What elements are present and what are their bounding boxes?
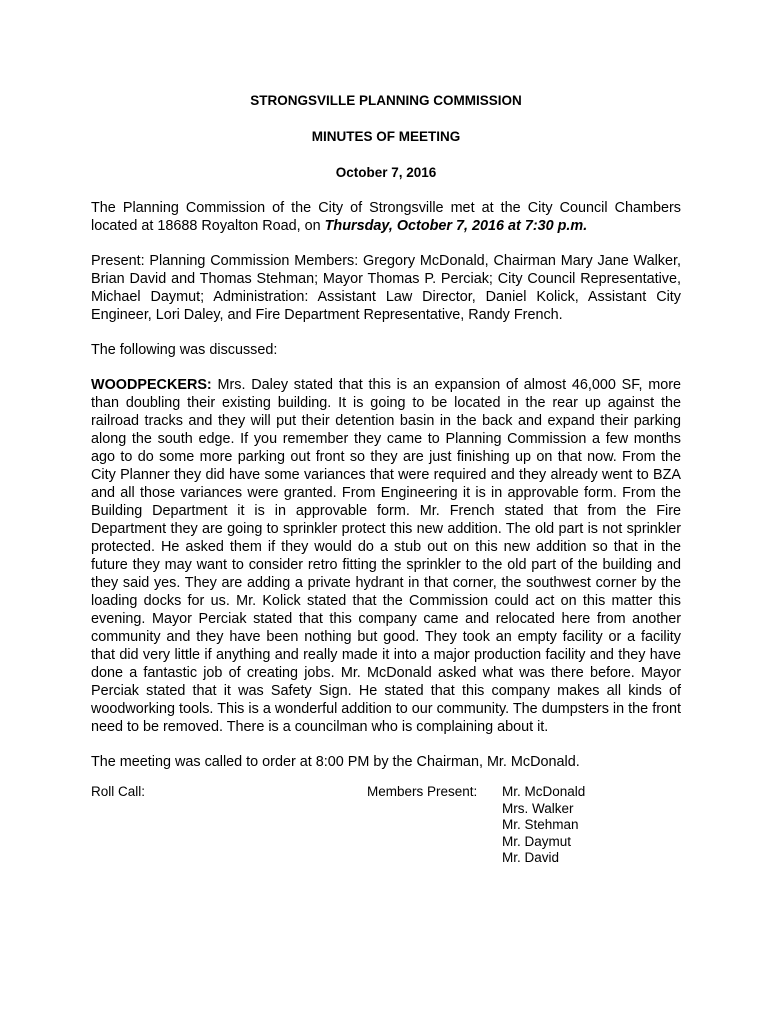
intro-paragraph (91, 199, 681, 235)
members-present-label: Members Present: (367, 784, 478, 799)
list-item: Mrs. Walker (502, 800, 574, 816)
meeting-date: October 7, 2016 (335, 165, 437, 180)
woodpeckers-paragraph (91, 376, 681, 736)
commission-title: STRONGSVILLE PLANNING COMMISSION (250, 93, 522, 108)
document-page (91, 92, 681, 867)
meeting-datetime: Thursday, October 7, 2016 at 7:30 p.m. (324, 218, 588, 234)
document-type-heading: MINUTES OF MEETING (311, 129, 461, 144)
list-item: Mr. David (502, 850, 560, 865)
agenda-item-label: WOODPECKERS: (91, 377, 212, 393)
intro-text: The Planning Commission of the City of Strongsville met at the City Council Chambers located at 18688 Royalton Road, on (91, 200, 681, 234)
list-item: Mr. Daymut (502, 833, 572, 849)
discussed-line: The following was discussed: (91, 342, 278, 358)
present-paragraph: Present: Planning Commission Members: Gregory McDonald, Chairman Mary Jane Walker, Brian David and Thomas Stehman; Mayor Thomas P. Perciak; City Council Representative, Michael Daymut; Administration: Assistant Law Director, Daniel Kolick, Assistant City Engineer, Lori Daley, and Fire Department Representative, Randy French. (91, 253, 681, 323)
roll-call-section (91, 784, 681, 867)
agenda-item-text: Mrs. Daley stated that this is an expansion of almost 46,000 SF, more than doubling their existing building. It is going to be located in the rear up against the railroad tracks and they will put their detention basin in the back and expand their parking along the south edge. If you remember they came to Planning Commission a few months ago to do some more parking out front so they are just finishing up on that now. From the City Planner they did have some variances that were required and they already went to BZA and all those variances were granted. From Engineering it is in approvable form. From the Building Department it is in approvable form. Mr. French stated that from the Fire Department they are going to sprinkler protect this new addition. The old part is not sprinkler protected. He asked them if they would do a stub out on this new addition so that in the future they may want to consider retro fitting the sprinkler to the old part of the building and they said yes. They are adding a private hydrant in that corner, the southwest corner by the loading docks for us. Mr. Kolick stated that the Commission could act on this matter this evening. Mayor Perciak stated that this company came and relocated here from another community and they have been nothing but good. They took an empty facility or a facility that did very little if anything and really made it into a major production facility and they have done a fantastic job of creating jobs. Mr. McDonald asked what was there before. Mayor Perciak stated that it was Safety Sign. He stated that this company makes all kinds of woodworking tools. This is a wonderful addition to our community. The dumpsters in the front need to be removed. There is a councilman who is complaining about it. (91, 377, 681, 735)
roll-call-label: Roll Call: (91, 784, 146, 799)
list-item: Mr. McDonald (502, 784, 586, 799)
list-item: Mr. Stehman (502, 817, 579, 832)
call-to-order: The meeting was called to order at 8:00 PM by the Chairman, Mr. McDonald. (91, 754, 580, 770)
members-list (502, 784, 585, 867)
